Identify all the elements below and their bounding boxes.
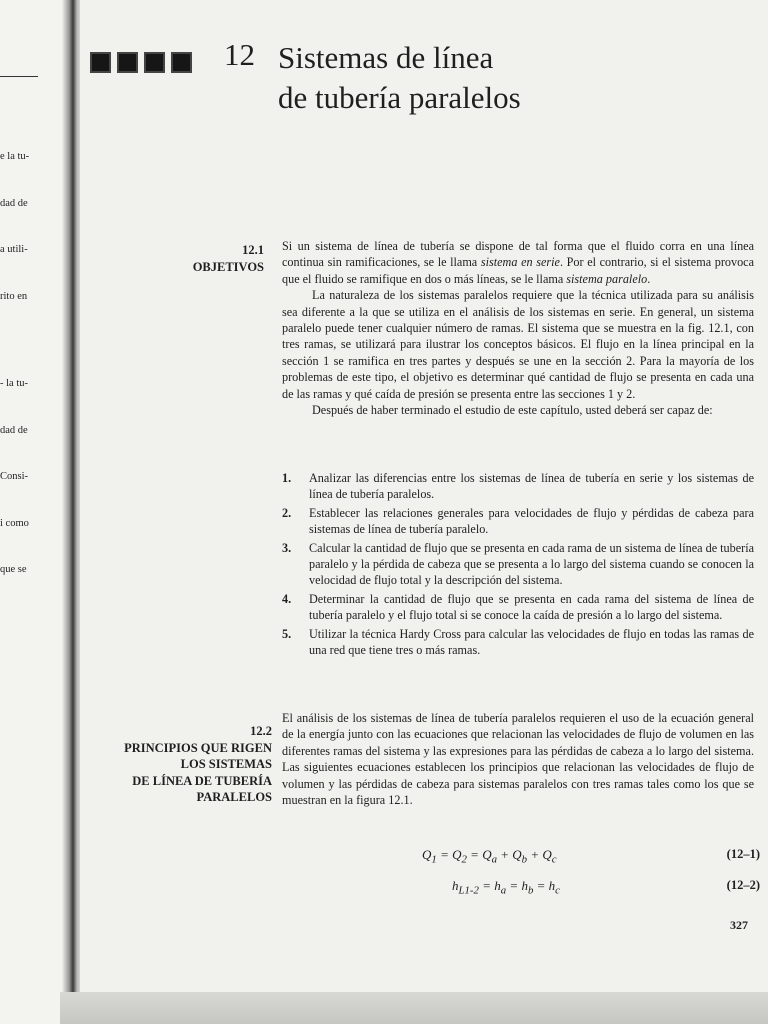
page-number: 327 xyxy=(730,918,748,932)
chapter-number: 12 xyxy=(224,37,255,72)
text-run: . Por el contrario, si el sistema provoca que el fluido se ramifique en dos o más líneas, se le llama xyxy=(282,255,755,286)
equation-12-1 xyxy=(282,847,760,867)
chapter-title-line: de tubería paralelos xyxy=(278,80,521,115)
left-page-sliver xyxy=(0,0,70,1024)
equation-number: (12–2) xyxy=(726,878,760,892)
section-title: OBJETIVOS xyxy=(192,259,264,274)
page-bottom-shadow xyxy=(60,992,768,1024)
section-title-line: PARALELOS xyxy=(196,790,272,804)
section-12-1-heading xyxy=(193,242,264,275)
left-fragment: - la tu- xyxy=(0,378,28,389)
left-fragment: Consi- xyxy=(0,471,29,482)
chapter-decor-blocks xyxy=(90,52,192,73)
left-fragment: dad de xyxy=(0,424,28,436)
left-fragment: a utili- xyxy=(0,244,28,255)
paragraph: El análisis de los sistemas de línea de tubería paralelos requieren el uso de la ecuación general de la energía junto con las ecuaciones que relacionan las velocidades de flujo de volumen en las diferentes ramas del sistema y las expresiones para las pérdidas de cabeza a lo largo del sistema. Las siguientes ecuaciones establecen los principios que relacionan las velocidades de flujo de volumen y las pérdidas de cabeza para sistemas paralelos con tres ramas tales como los que se muestran en la figura 12.1. xyxy=(282,711,754,808)
paragraph: La naturaleza de los sistemas paralelos requiere que la técnica utilizada para su análisis sea diferente a la que se utiliza en el análisis de los sistemas en serie. En general, un sistema paralelo puede tener cualquier número de ramas. El sistema que se muestra en la fig. 12.1, con tres ramas, se utilizará para ilustrar los conceptos básicos. El flujo en la línea principal en la sección 1 se ramifica en tres partes y después se une en la sección 2. Para la mayoría de los problemas de este tipo, el objetivo es determinar qué cantidad de flujo se presenta en cada una de las ramas y qué caída de presión se presenta entre las secciones 1 y 2. xyxy=(282,288,754,401)
list-item-number: 1. xyxy=(282,471,292,485)
decor-block xyxy=(171,52,192,73)
section-12-2-body xyxy=(282,710,754,808)
left-fragment: i como xyxy=(0,517,29,529)
list-item-number: 5. xyxy=(282,626,292,641)
list-item xyxy=(282,540,754,589)
list-item-number: 2. xyxy=(282,505,292,520)
decor-block xyxy=(90,52,111,73)
decor-block xyxy=(144,52,165,73)
chapter-title xyxy=(278,38,698,118)
list-item-text: Calcular la cantidad de flujo que se presenta en cada rama de un sistema de línea de tubería paralelo y la pérdida de cabeza que se presenta a lo largo del sistema cuando se conocen la velocidad de flujo total y la descripción del sistema. xyxy=(309,540,754,588)
emphasis-term: sistema en serie xyxy=(480,255,560,270)
chapter-title-line: Sistemas de línea xyxy=(278,40,494,75)
paragraph xyxy=(282,238,754,287)
text-run: . xyxy=(647,271,651,286)
list-item xyxy=(282,591,754,624)
section-title-line: LOS SISTEMAS xyxy=(180,757,272,771)
section-12-2-heading xyxy=(124,723,272,806)
section-title-line: PRINCIPIOS QUE RIGEN xyxy=(124,740,272,755)
list-item-number: 3. xyxy=(282,540,292,555)
book-spine-gutter xyxy=(62,0,82,1024)
left-fragment: que se xyxy=(0,564,27,575)
list-item-text: Analizar las diferencias entre los sistemas de línea de tubería en serie y los sistemas de línea de tubería paralelos. xyxy=(309,471,754,502)
list-item-text: Determinar la cantidad de flujo que se presenta en cada rama del sistema de línea de tubería paralelo y el flujo total si se conoce la caída de presión a lo largo del sistema. xyxy=(309,591,754,623)
list-item-text: Utilizar la técnica Hardy Cross para calcular las velocidades de flujo en todas las ramas de una red que tiene tres o más ramas. xyxy=(309,626,754,658)
left-fragment: dad de xyxy=(0,197,28,209)
equation-12-2 xyxy=(282,878,760,898)
list-item-number: 4. xyxy=(282,591,292,606)
left-page-rule xyxy=(0,76,38,77)
section-number: 12.1 xyxy=(242,243,264,257)
left-fragment-gap xyxy=(0,335,40,345)
emphasis-term: sistema paralelo xyxy=(566,271,648,286)
paragraph: Después de haber terminado el estudio de este capítulo, usted deberá ser capaz de: xyxy=(312,403,713,418)
list-item xyxy=(282,626,754,659)
list-item-text: Establecer las relaciones generales para velocidades de flujo y pérdidas de cabeza para sistemas de línea de tubería paralelo. xyxy=(309,505,754,537)
section-title-line: DE LÍNEA DE TUBERÍA xyxy=(132,773,272,788)
objectives-list xyxy=(282,470,754,660)
equation-number: (12–1) xyxy=(726,847,760,861)
equation-expression: $h_{L1-2} = h_a = h_b = h_c$ xyxy=(452,878,560,897)
left-page-text xyxy=(0,118,40,609)
left-fragment: e la tu- xyxy=(0,151,30,162)
list-item xyxy=(282,470,754,503)
decor-block xyxy=(117,52,138,73)
left-fragment: rito en xyxy=(0,290,28,302)
section-number: 12.2 xyxy=(250,724,272,738)
section-12-1-body xyxy=(282,238,754,418)
equation-expression: $Q_1 = Q_2 = Q_a + Q_b + Q_c$ xyxy=(422,847,557,866)
text-run: Si un sistema de línea de tubería se dispone de tal forma que el fluido corra en una línea continua sin ramificaciones, se le llama xyxy=(282,239,754,270)
list-item xyxy=(282,505,754,538)
